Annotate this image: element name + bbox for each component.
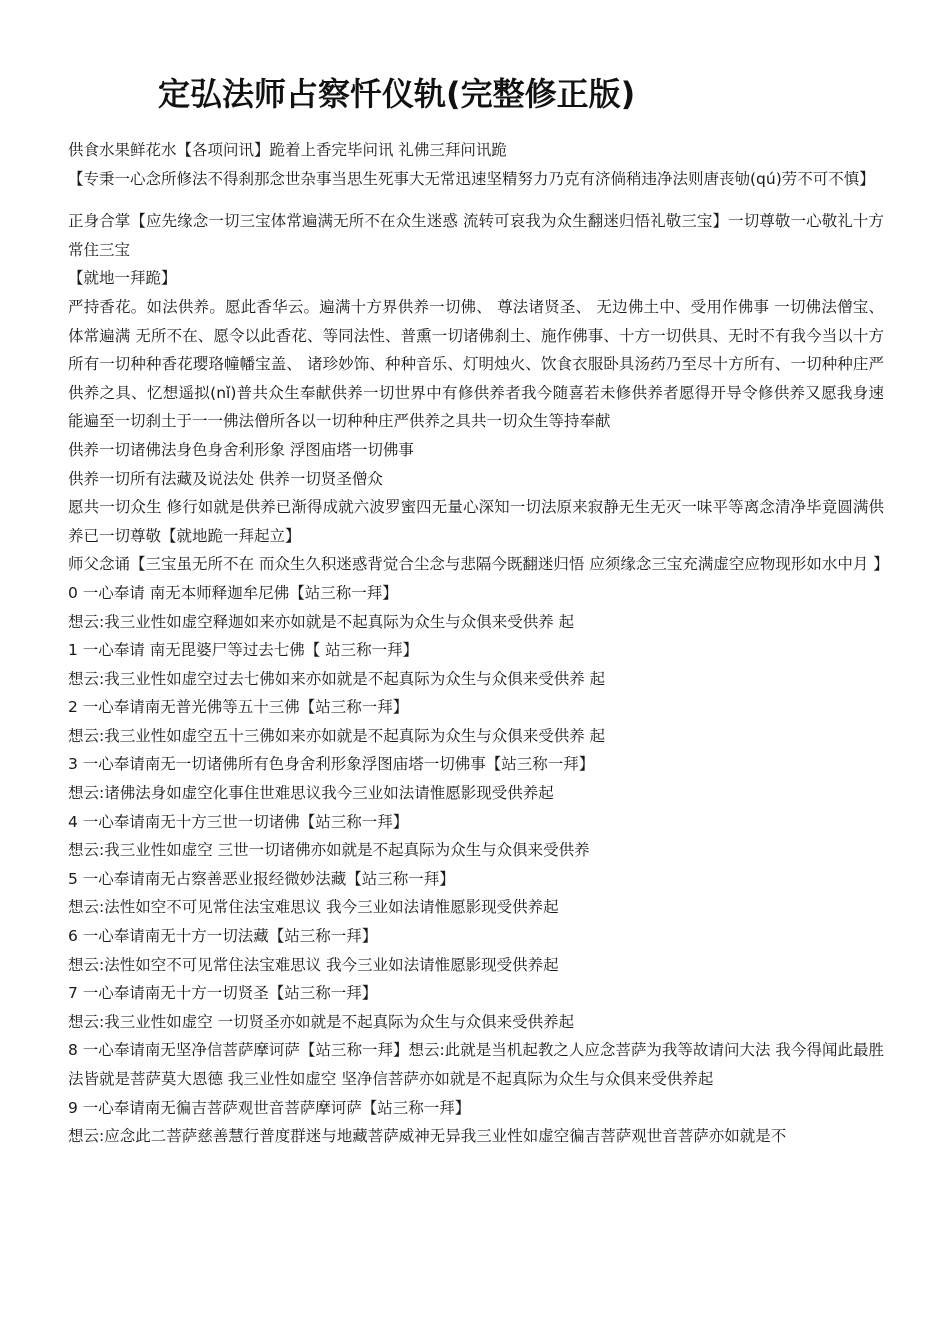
paragraph: 5 一心奉请南无占察善恶业报经微妙法藏【站三称一拜】 [68,869,455,888]
paragraph: 供养一切所有法藏及说法处 供养一切贤圣僧众 [68,469,383,488]
paragraph: 8 一心奉请南无坚净信菩萨摩诃萨【站三称一拜】想云:此就是当机起教之人应念菩萨为我等故请问大法 我今得闻此最胜法皆就是菩萨莫大恩德 我三业性如虚空 坚净信菩萨亦如就是不起真际为众生与众俱来受供养起 [68,1041,884,1088]
paragraph: 1 一心奉请 南无毘婆尸等过去七佛【 站三称一拜】 [68,641,419,660]
paragraph: 严持香花。如法供养。愿此香华云。遍满十方界供养一切佛、 尊法诸贤圣、 无边佛土中、受用作佛事 一切佛法僧宝、体常遍满 无所不在、愿令以此香花、等同法性、普熏一切诸佛刹土、施作佛事、十方一切供具、无时不有我今当以十方所有一切种种香花璎珞幢幡宝盖、 诸珍妙饰、种种音乐、灯明烛火、饮食衣服卧具汤药乃至尽十方所有、一切种种庄严供养之具、忆想遥拟(nǐ)普共众生奉献供养一切世界中有修供养者我今随喜若未修供养者愿得开导令修供养又愿我身速能遍至一切刹土于一一佛法僧所各以一切种种庄严供养之具共一切众生等持奉献 [68,297,884,431]
paragraph: 师父念诵【三宝虽无所不在 而众生久积迷惑背觉合尘念与悲隔今既翻迷归悟 应须缘念三宝充满虚空应物现形如水中月 】 [68,555,889,574]
document-title: 定弘法师占察忏仪轨(完整修正版) [158,75,636,113]
paragraph: 想云:我三业性如虚空五十三佛如来亦如就是不起真际为众生与众俱来受供养 起 [68,726,606,745]
paragraph: 想云:我三业性如虚空 一切贤圣亦如就是不起真际为众生与众俱来受供养起 [68,1012,575,1031]
paragraph: 7 一心奉请南无十方一切贤圣【站三称一拜】 [68,984,378,1003]
paragraph: 想云:法性如空不可见常住法宝难思议 我今三业如法请惟愿影现受供养起 [68,898,559,917]
paragraph: 【专秉一心念所修法不得刹那念世杂事当思生死事大无常迅速坚精努力乃克有济倘稍违净法则唐丧劬(qú)劳不可不慎】 [68,169,875,188]
paragraph: 供养一切诸佛法身色身舍利形象 浮图庙塔一切佛事 [68,440,414,459]
paragraph: 想云:法性如空不可见常住法宝难思议 我今三业如法请惟愿影现受供养起 [68,955,559,974]
paragraph: 想云:我三业性如虚空过去七佛如来亦如就是不起真际为众生与众俱来受供养 起 [68,669,606,688]
paragraph: 想云:应念此二菩萨慈善慧行普度群迷与地藏菩萨威神无异我三业性如虚空徧吉菩萨观世音菩萨亦如就是不 [68,1127,787,1146]
paragraph: 正身合掌【应先缘念一切三宝体常遍满无所不在众生迷惑 流转可哀我为众生翻迷归悟礼敬三宝】一切尊敬一心敬礼十方常住三宝 [68,212,884,259]
paragraph: 愿共一切众生 修行如就是供养已渐得成就六波罗蜜四无量心深知一切法原来寂静无生无灭一味平等离念清净毕竟圆满供养已一切尊敬【就地跪一拜起立】 [68,498,884,545]
paragraph: 想云:诸佛法身如虚空化事住世难思议我今三业如法请惟愿影现受供养起 [68,784,554,803]
paragraph: 想云:我三业性如虚空释迦如来亦如就是不起真际为众生与众俱来受供养 起 [68,612,575,631]
paragraph: 3 一心奉请南无一切诸佛所有色身舍利形象浮图庙塔一切佛事【站三称一拜】 [68,755,595,774]
paragraph: 想云:我三业性如虚空 三世一切诸佛亦如就是不起真际为众生与众俱来受供养 [68,841,590,860]
document-body [68,136,889,1151]
paragraph: 【就地一拜跪】 [68,269,177,288]
paragraph: 4 一心奉请南无十方三世一切诸佛【站三称一拜】 [68,812,409,831]
paragraph: 9 一心奉请南无徧吉菩萨观世音菩萨摩诃萨【站三称一拜】 [68,1098,471,1117]
paragraph: 2 一心奉请南无普光佛等五十三佛【站三称一拜】 [68,698,409,717]
paragraph: 0 一心奉请 南无本师释迦牟尼佛【站三称一拜】 [68,583,398,602]
paragraph: 6 一心奉请南无十方一切法藏【站三称一拜】 [68,927,378,946]
paragraph: 供食水果鲜花水【各项问讯】跪着上香完毕问讯 礼佛三拜问讯跪 [68,141,507,159]
